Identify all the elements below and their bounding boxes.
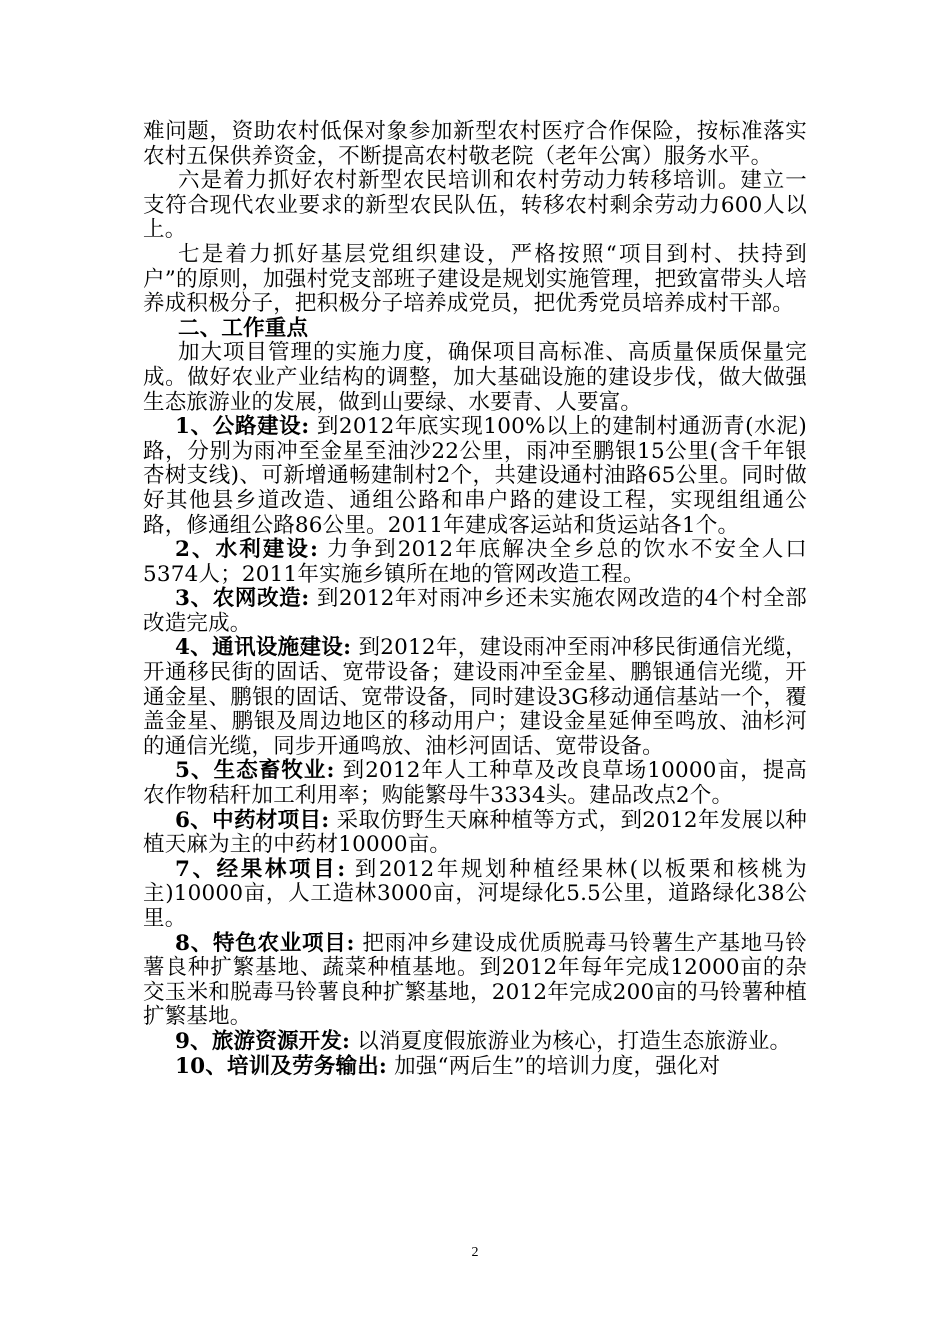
work-item-label: 2、水利建设: [175, 537, 319, 563]
work-item-paragraph [143, 1030, 807, 1055]
work-item-text: 力争到2012年底解决全乡总的饮水不安全人口5374人；2011年实施乡镇所在地的管网改造工程。 [143, 537, 807, 587]
work-item-text: 把雨冲乡建设成优质脱毒马铃薯生产基地马铃薯良种扩繁基地、蔬菜种植基地。到2012年每年完成12000亩的杂交玉米和脱毒马铃薯良种扩繁基地，2012年完成200亩的马铃薯种植扩繁基地。 [143, 930, 807, 1030]
work-item-paragraph [143, 538, 807, 587]
work-item-paragraph [143, 809, 807, 858]
body-paragraph: 难问题，资助农村低保对象参加新型农村医疗合作保险，按标准落实农村五保供养资金，不断提高农村敬老院（老年公寓）服务水平。 [143, 119, 807, 169]
work-item-paragraph [143, 636, 807, 759]
work-item-label: 1、公路建设: [175, 414, 310, 440]
work-item-paragraph [143, 1055, 807, 1080]
work-item-text: 到2012年底实现100%以上的建制村通沥青(水泥)路，分别为雨冲至金星至油沙22公里，雨冲至鹏银15公里(含千年银杏树支线)、可新增通畅建制村2个，共建设通村油路65公里。同时做好其他县乡道改造、通组公路和串户路的建设工程，实现组组通公路，修通组公路86公里。2011年建成客运站和货运站各1个。 [143, 414, 807, 538]
page-number: 2 [471, 1245, 479, 1260]
body-paragraph: 六是着力抓好农村新型农民培训和农村劳动力转移培训。建立一支符合现代农业要求的新型农民队伍，转移农村剩余劳动力600人以上。 [143, 168, 807, 243]
work-item-label: 10、培训及劳务输出: [175, 1053, 388, 1079]
work-item-label: 6、中药材项目: [175, 807, 330, 833]
body-paragraph: 加大项目管理的实施力度，确保项目高标准、高质量保质保量完成。做好农业产业结构的调整，加大基础设施的建设步伐，做大做强生态旅游业的发展，做到山要绿、水要青、人要富。 [143, 340, 807, 415]
section-heading: 二、工作重点 [178, 315, 309, 341]
work-item-label: 9、旅游资源开发: [175, 1028, 351, 1054]
work-item-paragraph [143, 932, 807, 1030]
body-paragraph: 七是着力抓好基层党组织建设，严格按照“项目到村、扶持到户”的原则，加强村党支部班子建设是规划实施管理，把致富带头人培养成积极分子，把积极分子培养成党员，把优秀党员培养成村干部。 [143, 241, 807, 317]
work-item-paragraph [143, 587, 807, 636]
work-item-text: 到2012年人工种草及改良草场10000亩，提高农作物秸秆加工利用率；购能繁母牛3334头。建品改点2个。 [143, 758, 807, 809]
work-item-paragraph [143, 415, 807, 538]
work-item-text: 到2012年，建设雨冲至雨冲移民街通信光缆，开通移民街的固话、宽带设备；建设雨冲至金星、鹏银通信光缆，开通金星、鹏银的固话、宽带设备，同时建设3G移动通信基站一个，覆盖金星、鹏银及周边地区的移动用户；建设金星延伸至鸣放、油杉河的通信光缆，同步开通鸣放、油杉河固话、宽带设备。 [143, 635, 807, 759]
work-item-paragraph [143, 858, 807, 932]
work-item-text: 以消夏度假旅游业为核心，打造生态旅游业。 [357, 1028, 792, 1054]
work-item-label: 3、农网改造: [175, 586, 310, 612]
work-item-text: 采取仿野生天麻种植等方式，到2012年发展以种植天麻为主的中药材10000亩。 [143, 807, 807, 858]
body-text [143, 120, 807, 1079]
work-item-label: 8、特色农业项目: [175, 930, 355, 956]
work-item-text: 加强“两后生”的培训力度，强化对 [394, 1053, 721, 1079]
work-item-paragraph [143, 759, 807, 808]
work-item-label: 7、经果林项目: [175, 856, 346, 882]
work-item-label: 4、通讯设施建设: [175, 635, 352, 661]
work-item-text: 到2012年对雨冲乡还未实施农网改造的4个村全部改造完成。 [143, 586, 807, 636]
work-item-label: 5、生态畜牧业: [175, 758, 335, 784]
work-item-text: 到2012年规划种植经果林(以板栗和核桃为主)10000亩，人工造林3000亩，河堤绿化5.5公里，道路绿化38公里。 [143, 856, 807, 931]
